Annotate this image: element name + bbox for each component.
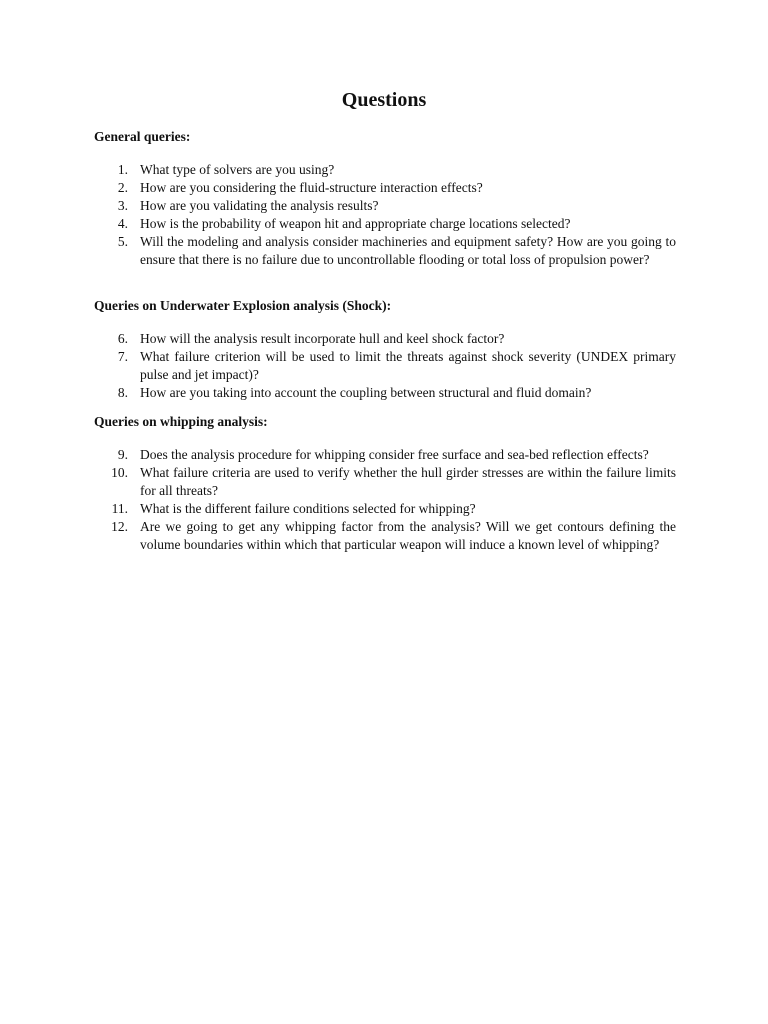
question-item (94, 384, 676, 402)
section-heading: General queries: (94, 129, 191, 144)
question-item (94, 446, 676, 464)
section-underwater-explosion-queries (94, 297, 676, 402)
question-number: 8. (117, 385, 128, 400)
question-item (94, 464, 676, 500)
question-text: What failure criteria are used to verify whether the hull girder stresses are within the failure limits for all threats? (140, 465, 676, 498)
question-item (94, 500, 676, 518)
question-list (94, 161, 676, 269)
question-item (94, 233, 676, 269)
section-whipping-queries (94, 413, 676, 554)
question-list (94, 446, 676, 554)
question-item (94, 348, 676, 384)
question-number: 3. (117, 198, 128, 213)
question-list (94, 330, 676, 402)
question-text: How is the probability of weapon hit and appropriate charge locations selected? (140, 216, 571, 231)
question-number: 7. (117, 349, 128, 364)
question-number: 2. (117, 180, 128, 195)
section-heading: Queries on whipping analysis: (94, 414, 268, 429)
question-number: 6. (117, 331, 128, 346)
question-number: 1. (117, 162, 128, 177)
question-number: 9. (117, 447, 128, 462)
question-number: 12. (111, 519, 128, 534)
question-text: Are we going to get any whipping factor from the analysis? Will we get contours defining the volume boundaries within which that particular weapon will induce a known level of whipping? (140, 519, 676, 552)
question-number: 5. (117, 234, 128, 249)
question-item (94, 215, 676, 233)
question-text: Will the modeling and analysis consider machineries and equipment safety? How are you going to ensure that there is no failure due to uncontrollable flooding or total loss of propulsion power? (140, 234, 676, 267)
question-number: 10. (111, 465, 128, 480)
question-text: What is the different failure conditions selected for whipping? (140, 501, 476, 516)
section-heading: Queries on Underwater Explosion analysis (Shock): (94, 298, 392, 313)
page-title: Questions (341, 89, 427, 111)
question-text: How are you taking into account the coupling between structural and fluid domain? (140, 385, 592, 400)
question-text: Does the analysis procedure for whipping consider free surface and sea-bed reflection effects? (140, 447, 649, 462)
question-item (94, 330, 676, 348)
question-item (94, 161, 676, 179)
question-text: How are you considering the fluid-structure interaction effects? (140, 180, 483, 195)
question-text: How are you validating the analysis results? (140, 198, 379, 213)
question-item (94, 197, 676, 215)
question-number: 4. (117, 216, 128, 231)
question-item (94, 518, 676, 554)
section-general-queries (94, 128, 676, 269)
question-text: What failure criterion will be used to limit the threats against shock severity (UNDEX primary pulse and jet impact)? (140, 349, 676, 382)
question-text: What type of solvers are you using? (140, 162, 335, 177)
question-item (94, 179, 676, 197)
question-text: How will the analysis result incorporate hull and keel shock factor? (140, 331, 505, 346)
question-number: 11. (111, 501, 128, 516)
